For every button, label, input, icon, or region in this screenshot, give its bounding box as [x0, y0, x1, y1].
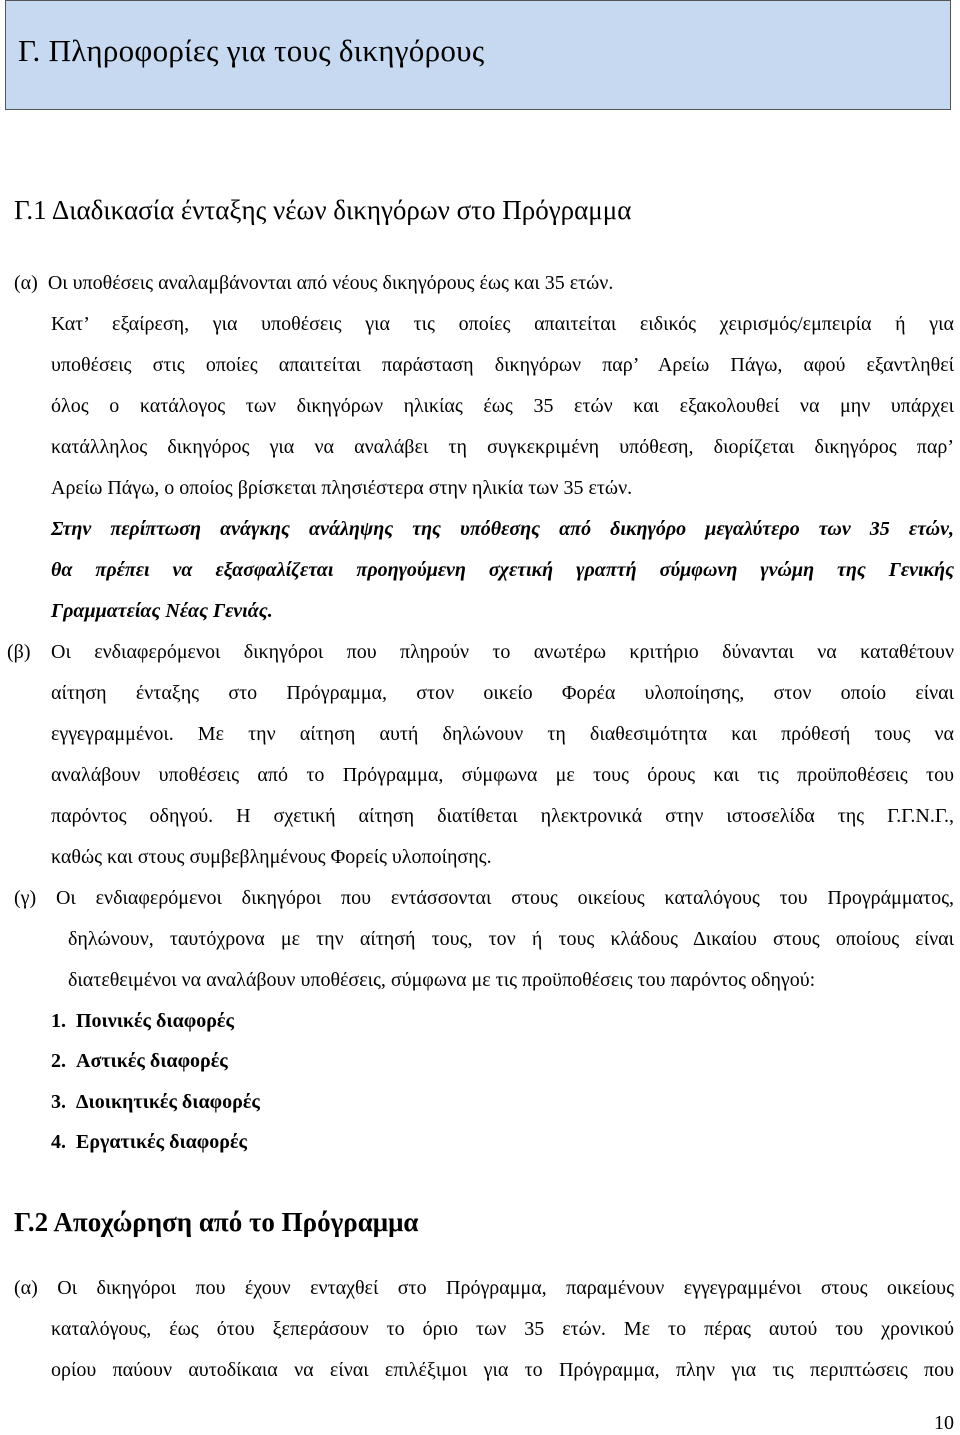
list-item	[51, 1090, 260, 1114]
paragraph-a-line: υποθέσεις στις οποίες απαιτείται παράσταση δικηγόρων παρ’ Αρείω Πάγω, αφού εξαντληθεί	[51, 354, 954, 376]
list-item	[51, 1049, 228, 1073]
paragraph-b-line: καθώς και στους συμβεβλημένους Φορείς υλοποίησης.	[51, 846, 492, 868]
section2-first-line: (α) Οι δικηγόροι που έχουν ενταχθεί στο Πρόγραμμα, παραμένουν εγγεγραμμένοι στους οικείους	[14, 1277, 954, 1299]
paragraph-c-first-line: (γ) Οι ενδιαφερόμενοι δικηγόροι που εντάσσονται στους οικείους καταλόγους του Προγράμματος,	[14, 887, 954, 909]
section-heading-g2: Γ.2 Αποχώρηση από το Πρόγραμμα	[14, 1207, 419, 1237]
title-box	[5, 0, 951, 110]
list-item	[51, 1009, 234, 1033]
list-number: 2.	[51, 1050, 66, 1072]
paragraph-c-line: δηλώνουν, ταυτόχρονα με την αίτησή τους, τον ή τους κλάδους Δικαίου στους οποίους είναι	[68, 928, 954, 950]
paragraph-a-first-line	[14, 271, 714, 295]
label-b: (β)	[7, 641, 31, 663]
paragraph-a-line: Κατ’ εξαίρεση, για υποθέσεις για τις οποίες απαιτείται ειδικός χειρισμός/εμπειρία ή για	[51, 313, 954, 335]
list-text: Ποινικές διαφορές	[76, 1010, 234, 1032]
paragraph-c-line: διατεθειμένοι να αναλάβουν υποθέσεις, σύμφωνα με τις προϋποθέσεις του παρόντος οδηγού:	[68, 969, 816, 991]
list-number: 1.	[51, 1010, 66, 1032]
list-text: Εργατικές διαφορές	[76, 1131, 247, 1153]
paragraph-b-line: Οι ενδιαφερόμενοι δικηγόροι που πληρούν το ανωτέρω κριτήριο δύνανται να καταθέτουν	[51, 641, 954, 663]
paragraph-b-line: αναλάβουν υποθέσεις από το Πρόγραμμα, σύμφωνα με τους όρους και τις προϋποθέσεις του	[51, 764, 954, 786]
paragraph-a-text: Οι υποθέσεις αναλαμβάνονται από νέους δικηγόρους έως και 35 ετών.	[47, 272, 614, 294]
page-title: Γ. Πληροφορίες για τους δικηγόρους	[18, 33, 485, 68]
paragraph-b-line: αίτηση ένταξης στο Πρόγραμμα, στον οικείο Φορέα υλοποίησης, στον οποίο είναι	[51, 682, 954, 704]
paragraph-b-line: παρόντος οδηγού. Η σχετική αίτηση διατίθεται ηλεκτρονικά στην ιστοσελίδα της Γ.Γ.Ν.Γ.,	[51, 805, 954, 827]
list-number: 4.	[51, 1131, 66, 1153]
list-number: 3.	[51, 1091, 66, 1113]
paragraph-b-line: εγγεγραμμένοι. Με την αίτηση αυτή δηλώνουν τη διαθεσιμότητα και πρόθεσή τους να	[51, 723, 954, 745]
paragraph-a-line: κατάλληλος δικηγόρος για να αναλάβει τη συγκεκριμένη υπόθεση, διορίζεται δικηγόρος παρ’	[51, 436, 954, 458]
list-item	[51, 1130, 247, 1154]
paragraph-a-line: Αρείω Πάγω, ο οποίος βρίσκεται πλησιέστερα στην ηλικία των 35 ετών.	[51, 477, 633, 499]
paragraph-a-bold-line: Γραμματείας Νέας Γενιάς.	[51, 600, 273, 622]
paragraph-a-bold-line: θα πρέπει να εξασφαλίζεται προηγούμενη σχετική γραπτή σύμφωνη γνώμη της Γενικής	[51, 559, 954, 581]
section2-line: ορίου παύουν αυτοδίκαια να είναι επιλέξιμοι για το Πρόγραμμα, πλην για τις περιπτώσεις που	[51, 1359, 954, 1381]
paragraph-a-bold-line: Στην περίπτωση ανάγκης ανάληψης της υπόθεσης από δικηγόρο μεγαλύτερο των 35 ετών,	[51, 518, 954, 540]
section-heading-g1: Γ.1 Διαδικασία ένταξης νέων δικηγόρων στο Πρόγραμμα	[14, 195, 632, 225]
page-number: 10	[934, 1412, 954, 1434]
list-text: Αστικές διαφορές	[76, 1050, 228, 1072]
section2-line: καταλόγους, έως ότου ξεπεράσουν το όριο των 35 ετών. Με το πέρας αυτού του χρονικού	[51, 1318, 954, 1340]
list-text: Διοικητικές διαφορές	[76, 1091, 260, 1113]
label-a: (α)	[14, 272, 38, 294]
paragraph-a-line: όλος ο κατάλογος των δικηγόρων ηλικίας έως 35 ετών και εξακολουθεί να μην υπάρχει	[51, 395, 954, 417]
